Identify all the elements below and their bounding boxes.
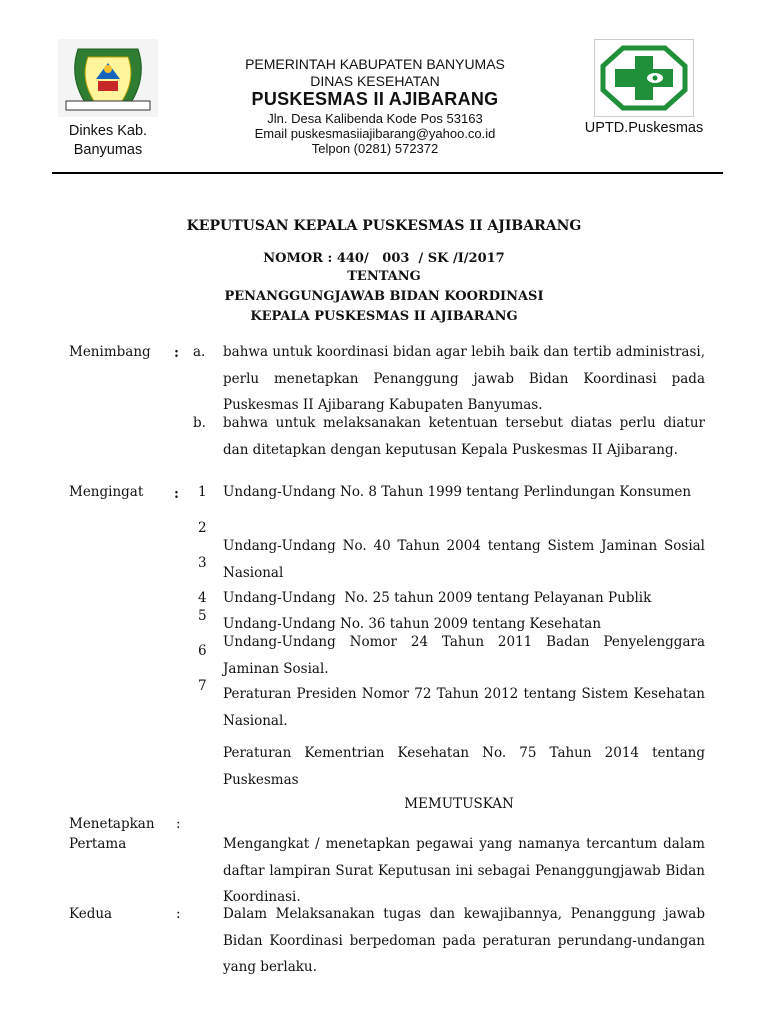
mengingat-item-2: Undang-Undang No. 40 Tahun 2004 tentang Sistem Jaminan Sosial Nasional bbox=[223, 538, 705, 581]
kedua-colon: : bbox=[176, 906, 181, 922]
mengingat-colon: : bbox=[174, 486, 179, 502]
decree-subject-1: PENANGGUNGJAWAB BIDAN KOORDINASI bbox=[224, 289, 544, 304]
menetapkan-label: Menetapkan bbox=[69, 816, 155, 832]
left-caption-line1: Dinkes Kab. bbox=[68, 123, 148, 139]
mengingat-item-6: Peraturan Presiden Nomor 72 Tahun 2012 tentang Sistem Kesehatan Nasional. bbox=[223, 686, 705, 729]
mengingat-number-2: 2 bbox=[198, 520, 207, 536]
mengingat-label: Mengingat bbox=[69, 484, 144, 500]
header-address: Jln. Desa Kalibenda Kode Pos 53163 bbox=[267, 111, 483, 126]
kedua-label: Kedua bbox=[69, 906, 113, 922]
mengingat-item-7: Peraturan Kementrian Kesehatan No. 75 Tahun 2014 tentang Puskesmas bbox=[223, 745, 705, 788]
decree-tentang: TENTANG bbox=[347, 269, 421, 284]
memutuskan-heading: MEMUTUSKAN bbox=[404, 796, 514, 812]
header-line1: PEMERINTAH KABUPATEN BANYUMAS bbox=[245, 56, 505, 72]
right-logo-caption: UPTD.Puskesmas bbox=[584, 120, 704, 136]
decree-title: KEPUTUSAN KEPALA PUSKESMAS II AJIBARANG bbox=[186, 218, 582, 234]
pertama-text: Mengangkat / menetapkan pegawai yang namanya tercantum dalam daftar lampiran Surat Keputusan ini sebagai Penanggungjawab Bidan Koordinasi. bbox=[223, 836, 705, 905]
mengingat-number-3: 3 bbox=[198, 555, 207, 571]
puskesmas-logo bbox=[594, 39, 694, 117]
left-logo-caption bbox=[52, 122, 164, 160]
mengingat-number-5: 5 bbox=[198, 608, 207, 624]
mengingat-item-3: Undang-Undang No. 25 tahun 2009 tentang Pelayanan Publik bbox=[223, 590, 652, 606]
menimbang-marker-b: b. bbox=[193, 415, 206, 431]
menimbang-colon: : bbox=[174, 345, 179, 361]
mengingat-number-7: 7 bbox=[198, 678, 207, 694]
menimbang-label: Menimbang bbox=[69, 344, 151, 360]
mengingat-number-6: 6 bbox=[198, 643, 207, 659]
header-line2: DINAS KESEHATAN bbox=[310, 73, 440, 89]
decree-number: NOMOR : 440/ 003 / SK /I/2017 bbox=[263, 251, 505, 266]
dinkes-logo bbox=[58, 39, 158, 117]
decree-subject-2: KEPALA PUSKESMAS II AJIBARANG bbox=[250, 309, 518, 324]
pertama-label: Pertama bbox=[69, 836, 127, 852]
mengingat-item-1: Undang-Undang No. 8 Tahun 1999 tentang Perlindungan Konsumen bbox=[223, 484, 692, 500]
left-caption-line2: Banyumas bbox=[73, 142, 143, 158]
mengingat-item-5: Undang-Undang Nomor 24 Tahun 2011 Badan Penyelenggara Jaminan Sosial. bbox=[223, 634, 705, 677]
header-divider bbox=[52, 172, 723, 174]
menimbang-item-b: bahwa untuk melaksanakan ketentuan tersebut diatas perlu diatur dan ditetapkan dengan keputusan Kepala Puskesmas II Ajibarang. bbox=[223, 415, 705, 458]
menetapkan-colon: : bbox=[176, 816, 181, 832]
menimbang-marker-a: a. bbox=[193, 344, 206, 360]
header-email: Email puskesmasiiajibarang@yahoo.co.id bbox=[254, 126, 496, 141]
mengingat-item-4: Undang-Undang No. 36 tahun 2009 tentang Kesehatan bbox=[223, 616, 602, 632]
mengingat-number-1: 1 bbox=[198, 484, 207, 500]
menimbang-item-a: bahwa untuk koordinasi bidan agar lebih baik dan tertib administrasi, perlu menetapkan Penanggung jawab Bidan Koordinasi pada Puskesmas II Ajibarang Kabupaten Banyumas. bbox=[223, 344, 705, 413]
header-phone: Telpon (0281) 572372 bbox=[311, 141, 439, 156]
mengingat-number-4: 4 bbox=[198, 590, 207, 606]
kedua-text: Dalam Melaksanakan tugas dan kewajibannya, Penanggung jawab Bidan Koordinasi berpedoman pada peraturan perundang-undangan yang berlaku. bbox=[223, 906, 705, 975]
header-line3: PUSKESMAS II AJIBARANG bbox=[251, 89, 499, 109]
